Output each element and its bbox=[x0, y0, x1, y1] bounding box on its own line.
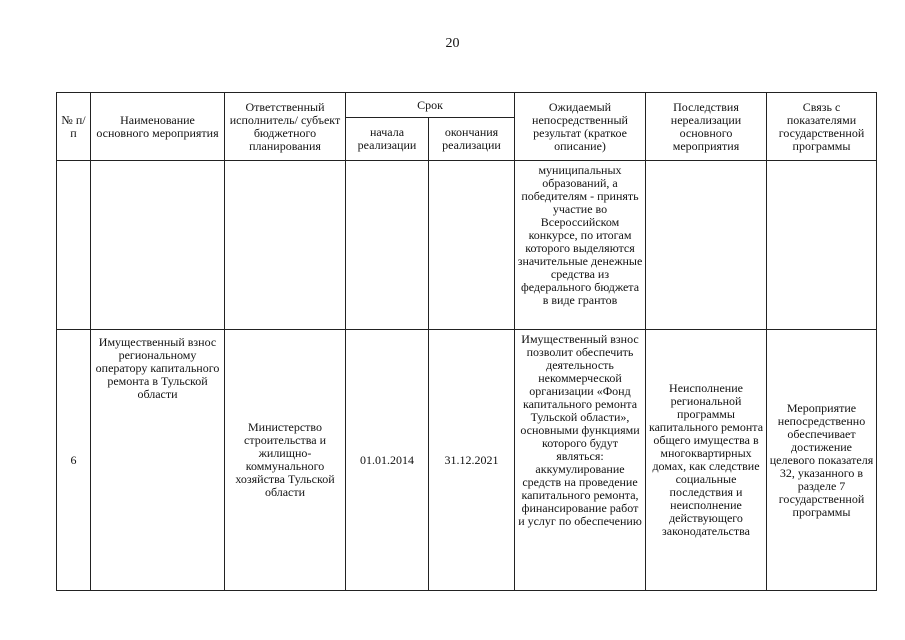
cell-end bbox=[429, 161, 515, 330]
cell-responsible: Министерство строительства и жилищно-коммунального хозяйства Тульской области bbox=[225, 330, 346, 591]
table-row bbox=[57, 330, 877, 591]
cell-expected: Имущественный взнос позволит обеспечить деятельность некоммерческой организации «Фонд капитального ремонта Тульской области», основными функциями которого будут являться: аккумулирование средств на проведение капитального ремонта, финансирование работ и услуг по обеспечению bbox=[515, 330, 646, 591]
cell-name: Имущественный взнос региональному оператору капитального ремонта в Тульской области bbox=[91, 330, 225, 591]
header-consequences: Последствия нереализации основного мероприятия bbox=[646, 93, 767, 161]
header-expected: Ожидаемый непосредственный результат (краткое описание) bbox=[515, 93, 646, 161]
table-header-row bbox=[57, 93, 877, 118]
header-link: Связь с показателями государственной программы bbox=[767, 93, 877, 161]
header-term: Срок bbox=[346, 93, 515, 118]
cell-responsible bbox=[225, 161, 346, 330]
cell-start: 01.01.2014 bbox=[346, 330, 429, 591]
table-row bbox=[57, 161, 877, 330]
header-responsible: Ответственный исполнитель/ субъект бюджетного планирования bbox=[225, 93, 346, 161]
cell-name bbox=[91, 161, 225, 330]
cell-link bbox=[767, 161, 877, 330]
header-name: Наименование основного мероприятия bbox=[91, 93, 225, 161]
cell-link: Мероприятие непосредственно обеспечивает достижение целевого показателя 32, указанного в разделе 7 государственной программы bbox=[767, 330, 877, 591]
cell-num bbox=[57, 161, 91, 330]
cell-expected: муниципальных образований, а победителям - принять участие во Всероссийском конкурсе, по итогам которого выделяются значительные денежные средства из федерального бюджета в виде грантов bbox=[515, 161, 646, 330]
measures-table bbox=[56, 92, 877, 591]
header-num: № п/п bbox=[57, 93, 91, 161]
cell-consequences: Неисполнение региональной программы капитального ремонта общего имущества в многоквартирных домах, как следствие социальные последствия и неисполнение действующего законодательства bbox=[646, 330, 767, 591]
cell-consequences bbox=[646, 161, 767, 330]
cell-start bbox=[346, 161, 429, 330]
header-term-end: окончания реализации bbox=[429, 118, 515, 161]
header-term-start: начала реализации bbox=[346, 118, 429, 161]
page-number: 20 bbox=[445, 36, 460, 51]
cell-end: 31.12.2021 bbox=[429, 330, 515, 591]
cell-num: 6 bbox=[57, 330, 91, 591]
